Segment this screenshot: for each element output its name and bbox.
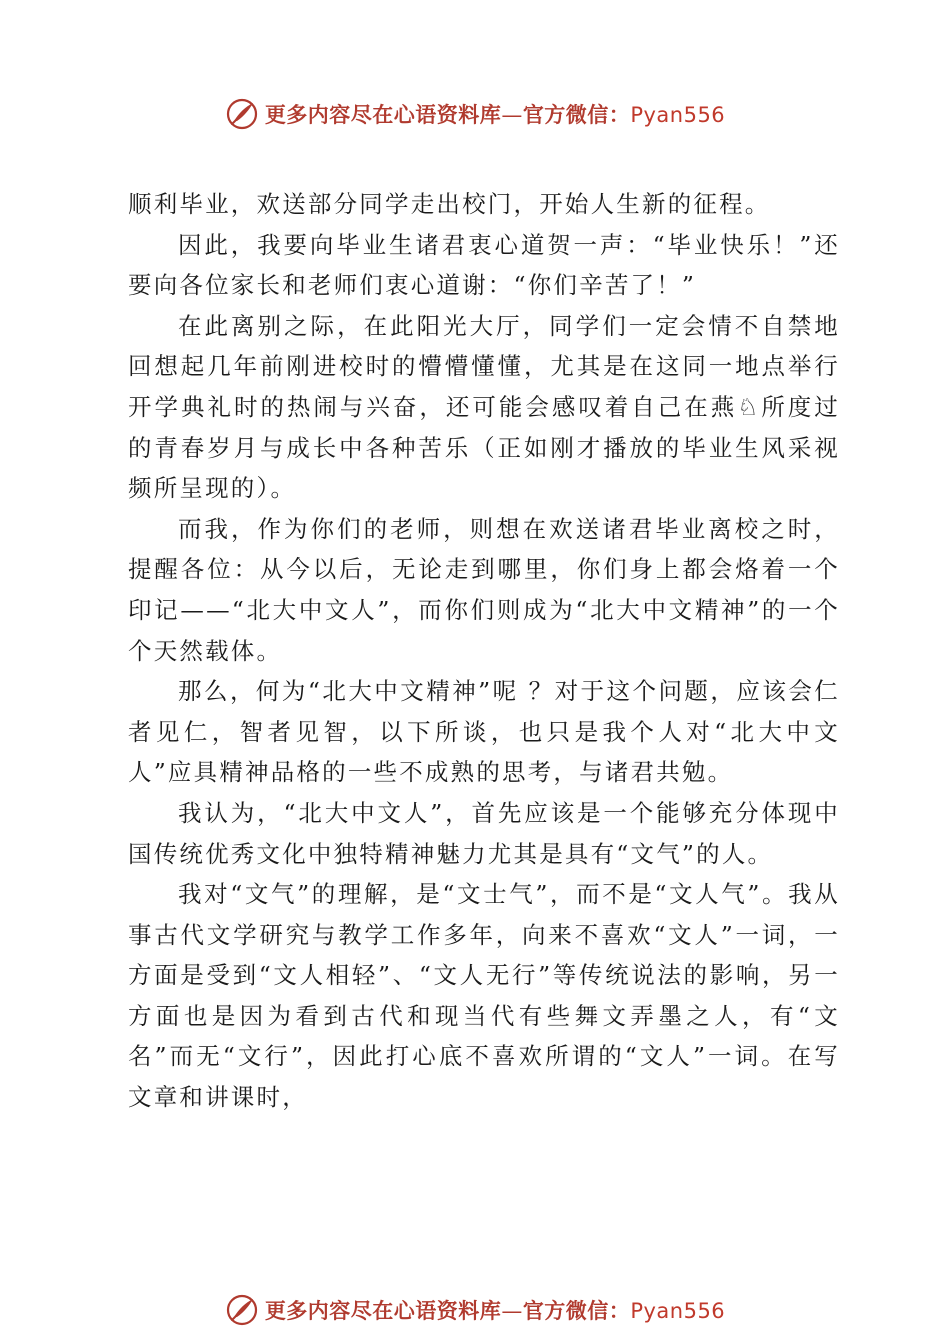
banner-separator: — — [501, 103, 523, 127]
banner-text — [265, 1295, 725, 1325]
paragraph-6: 我认为，“北大中文人”，首先应该是一个能够充分体现中国传统优秀文化中独特精神魅力尤其是具有“文气”的人。 — [128, 798, 840, 868]
paragraph-4: 而我，作为你们的老师，则想在欢送诸君毕业离校之时，提醒各位：从今以后，无论走到哪里，你们身上都会烙着一个印记——“北大中文人”，而你们则成为“北大中文精神”的一个个天然载体。 — [128, 514, 840, 665]
banner-text — [265, 99, 725, 129]
footer-banner — [0, 1288, 950, 1332]
banner-wechat-id: Pyan556 — [630, 1299, 726, 1323]
paragraph-2: 因此，我要向毕业生诸君衷心道贺一声：“毕业快乐！”还要向各位家长和老师们衷心道谢：“你们辛苦了！” — [128, 230, 840, 300]
paragraph-3: 在此离别之际，在此阳光大厅，同学们一定会情不自禁地回想起几年前刚进校时的懵懵懂懂，尤其是在这同一地点举行开学典礼时的热闹与兴奋，还可能会感叹着自己在燕♘所度过的青春岁月与成长中各种苦乐（正如刚才播放的毕业生风采视频所呈现的）。 — [128, 311, 840, 503]
banner-main-text: 更多内容尽在心语资料库 — [264, 103, 502, 127]
banner-wechat-id: Pyan556 — [630, 103, 726, 127]
banner-label: 官方微信： — [522, 1299, 631, 1323]
quill-pen-logo-icon — [225, 97, 259, 131]
banner-label: 官方微信： — [522, 103, 631, 127]
header-banner — [0, 92, 950, 136]
quill-pen-logo-icon — [225, 1293, 259, 1327]
banner-main-text: 更多内容尽在心语资料库 — [264, 1299, 502, 1323]
banner-separator: — — [501, 1299, 523, 1323]
paragraph-1: 顺利毕业，欢送部分同学走出校门，开始人生新的征程。 — [128, 190, 771, 218]
paragraph-7: 我对“文气”的理解，是“文士气”，而不是“文人气”。我从事古代文学研究与教学工作多年，向来不喜欢“文人”一词，一方面是受到“文人相轻”、“文人无行”等传统说法的影响，另一方面也是因为看到古代和现当代有些舞文弄墨之人，有“文名”而无“文行”，因此打心底不喜欢所谓的“文人”一词。在写文章和讲课时， — [128, 880, 840, 1112]
document-body — [128, 184, 840, 1118]
paragraph-5: 那么，何为“北大中文精神”呢 ？对于这个问题，应该会仁者见仁，智者见智，以下所谈，也只是我个人对“北大中文人”应具精神品格的一些不成熟的思考，与诸君共勉。 — [128, 677, 840, 787]
